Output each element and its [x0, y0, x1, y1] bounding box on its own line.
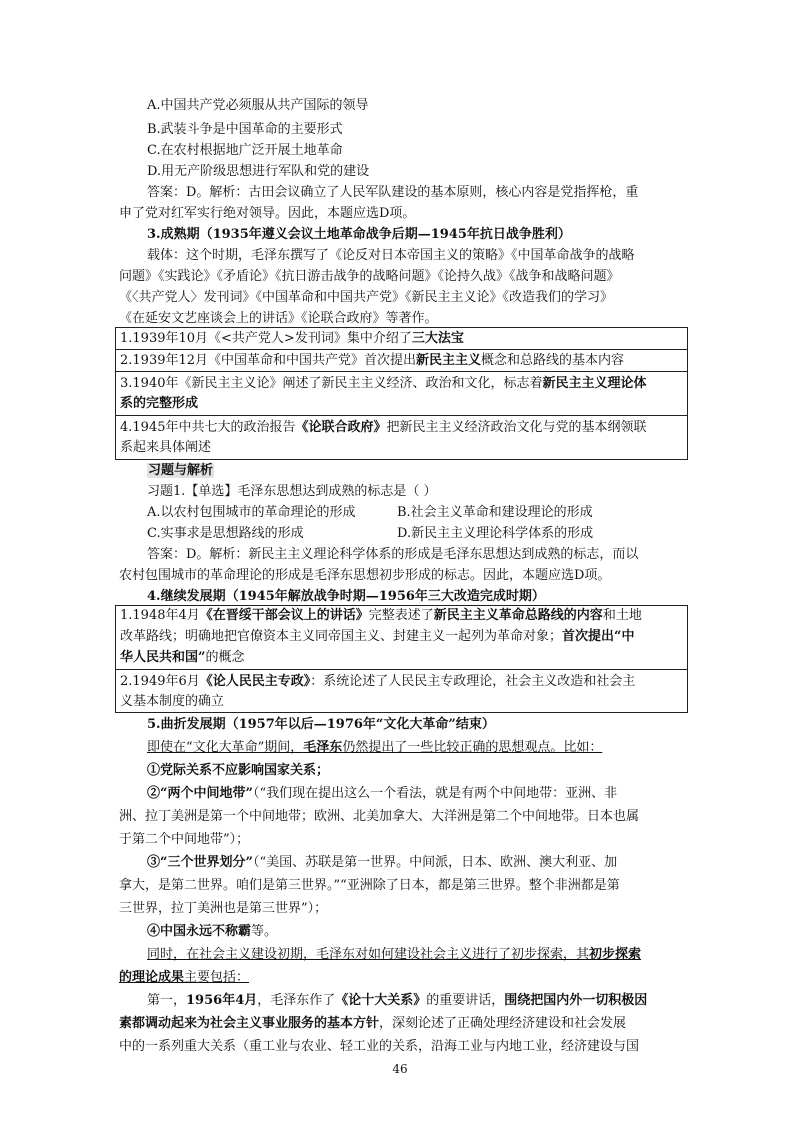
- exercise-option-a: A.以农村包围城市的革命理论的形成: [147, 505, 356, 520]
- answer-line: 答案：D。解析：新民主主义理论科学体系的形成是毛泽东思想达到成熟的标志，而以: [147, 547, 639, 562]
- table-row: 1.1939年10月《<共产党人>发刊词》集中介绍了三大法宝: [116, 328, 687, 350]
- paragraph-line: 拿大，是第二世界。咱们是第三世界。”“亚洲除了日本，都是第三世界。整个非洲都是第: [119, 878, 620, 893]
- exercise-option-d: D.新民主主义理论科学体系的形成: [397, 526, 594, 541]
- point-3: ③“三个世界划分”（“美国、苏联是第一世界。中间派，日本、欧洲、澳大利亚、加: [147, 855, 618, 870]
- section-heading: 4.继续发展期（1945年解放战争时期—1956年三大改造完成时期）: [147, 589, 545, 604]
- paragraph-line: 第一，1956年4月，毛泽东作了《论十大关系》的重要讲话，围绕把国内外一切积极因: [147, 993, 648, 1008]
- paragraph-line: 中的一系列重大关系（重工业与农业、轻工业的关系，沿海工业与内地工业，经济建设与国: [119, 1039, 640, 1054]
- table-row: 3.1940年《新民主主义论》阐述了新民主主义经济、政治和文化，标志着新民主主义理论体 系的完整形成: [116, 372, 687, 416]
- table-row: 4.1945年中共七大的政治报告《论联合政府》把新民主主义经济政治文化与党的基本纲领联 系起来具体阐述: [120, 420, 647, 455]
- point-2: ②“两个中间地带”（“我们现在提出这么一个看法，就是有两个中间地带：亚洲、非: [147, 786, 618, 801]
- exercise-option-b: B.社会主义革命和建设理论的形成: [397, 505, 593, 520]
- answer-line: 申了党对红军实行绝对领导。因此，本题应选D项。: [119, 206, 416, 221]
- option-a: A.中国共产党必须服从共产国际的领导: [147, 98, 369, 113]
- section-heading: 5.曲折发展期（1957年以后—1976年“文化大革命”结束）: [147, 717, 495, 732]
- answer-line: 答案：D。解析：古田会议确立了人民军队建设的基本原则，核心内容是党指挥枪，重: [147, 185, 639, 200]
- paragraph-line: 于第二个中间地带”）；: [119, 832, 250, 847]
- paragraph-line: 即使在“文化大革命”期间，毛泽东仍然提出了一些比较正确的思想观点。比如：: [147, 740, 603, 755]
- paragraph-line: 三世界，拉丁美洲也是第三世界”）；: [119, 901, 328, 916]
- table-row: 2.1939年12月《中国革命和中国共产党》首次提出新民主主义概念和总路线的基本内容: [116, 350, 687, 372]
- section-heading: 3.成熟期（1935年遵义会议土地革命战争后期—1945年抗日战争胜利）: [147, 227, 571, 242]
- option-b: B.武装斗争是中国革命的主要形式: [147, 122, 343, 137]
- table-row: 2.1949年6月《论人民民主专政》：系统论述了人民民主专政理论，社会主义改造和社会主 义基本制度的确立: [120, 674, 636, 709]
- paragraph-line: 载体：这个时期，毛泽东撰写了《论反对日本帝国主义的策略》《中国革命战争的战略: [147, 248, 635, 263]
- paragraph-line: 素都调动起来为社会主义事业服务的基本方针，深刻论述了正确处理经济建设和社会发展: [119, 1016, 627, 1031]
- option-c: C.在农村根据地广泛开展土地革命: [147, 143, 343, 158]
- summary-table: [115, 605, 688, 713]
- paragraph-line: 《〈共产党人〉发刊词》《中国革命和中国共产党》《新民主主义论》《改造我们的学习》: [119, 290, 614, 305]
- table-row: 1.1948年4月《在晋绥干部会议上的讲话》完整表述了新民主主义革命总路线的内容和土地 改革路线；明确地把官僚资本主义同帝国主义、封建主义一起列为革命对象；首次提出“中 华人民共和国”的概念: [116, 606, 687, 670]
- paragraph-line: 《在延安文艺座谈会上的讲话》《论联合政府》等著作。: [119, 311, 438, 326]
- point-1: ①党际关系不应影响国家关系；: [147, 763, 330, 778]
- paragraph-line: 同时，在社会主义建设初期，毛泽东对如何建设社会主义进行了初步探索，其初步探索: [147, 947, 642, 962]
- paragraph-line: 洲、拉丁美洲是第一个中间地带；欧洲、北美加拿大、大洋洲是第二个中间地带。日本也属: [119, 809, 640, 824]
- exercise-question: 习题1.【单选】毛泽东思想达到成熟的标志是（ ）: [147, 484, 437, 499]
- paragraph-line: 问题》《实践论》《矛盾论》《抗日游击战争的战略问题》《论持久战》《战争和战略问题》: [119, 269, 620, 284]
- point-4: ④中国永远不称霸等。: [147, 924, 278, 939]
- paragraph-line: 的理论成果主要包括：: [119, 970, 250, 985]
- answer-line: 农村包围城市的革命理论的形成是毛泽东思想初步形成的标志。因此，本题应选D项。: [119, 568, 611, 583]
- exercise-heading: 习题与解析: [148, 463, 214, 478]
- page-number: 46: [392, 1062, 408, 1076]
- summary-table: [115, 327, 688, 460]
- exercise-option-c: C.实事求是思想路线的形成: [147, 526, 304, 541]
- option-d: D.用无产阶级思想进行军队和党的建设: [147, 164, 370, 179]
